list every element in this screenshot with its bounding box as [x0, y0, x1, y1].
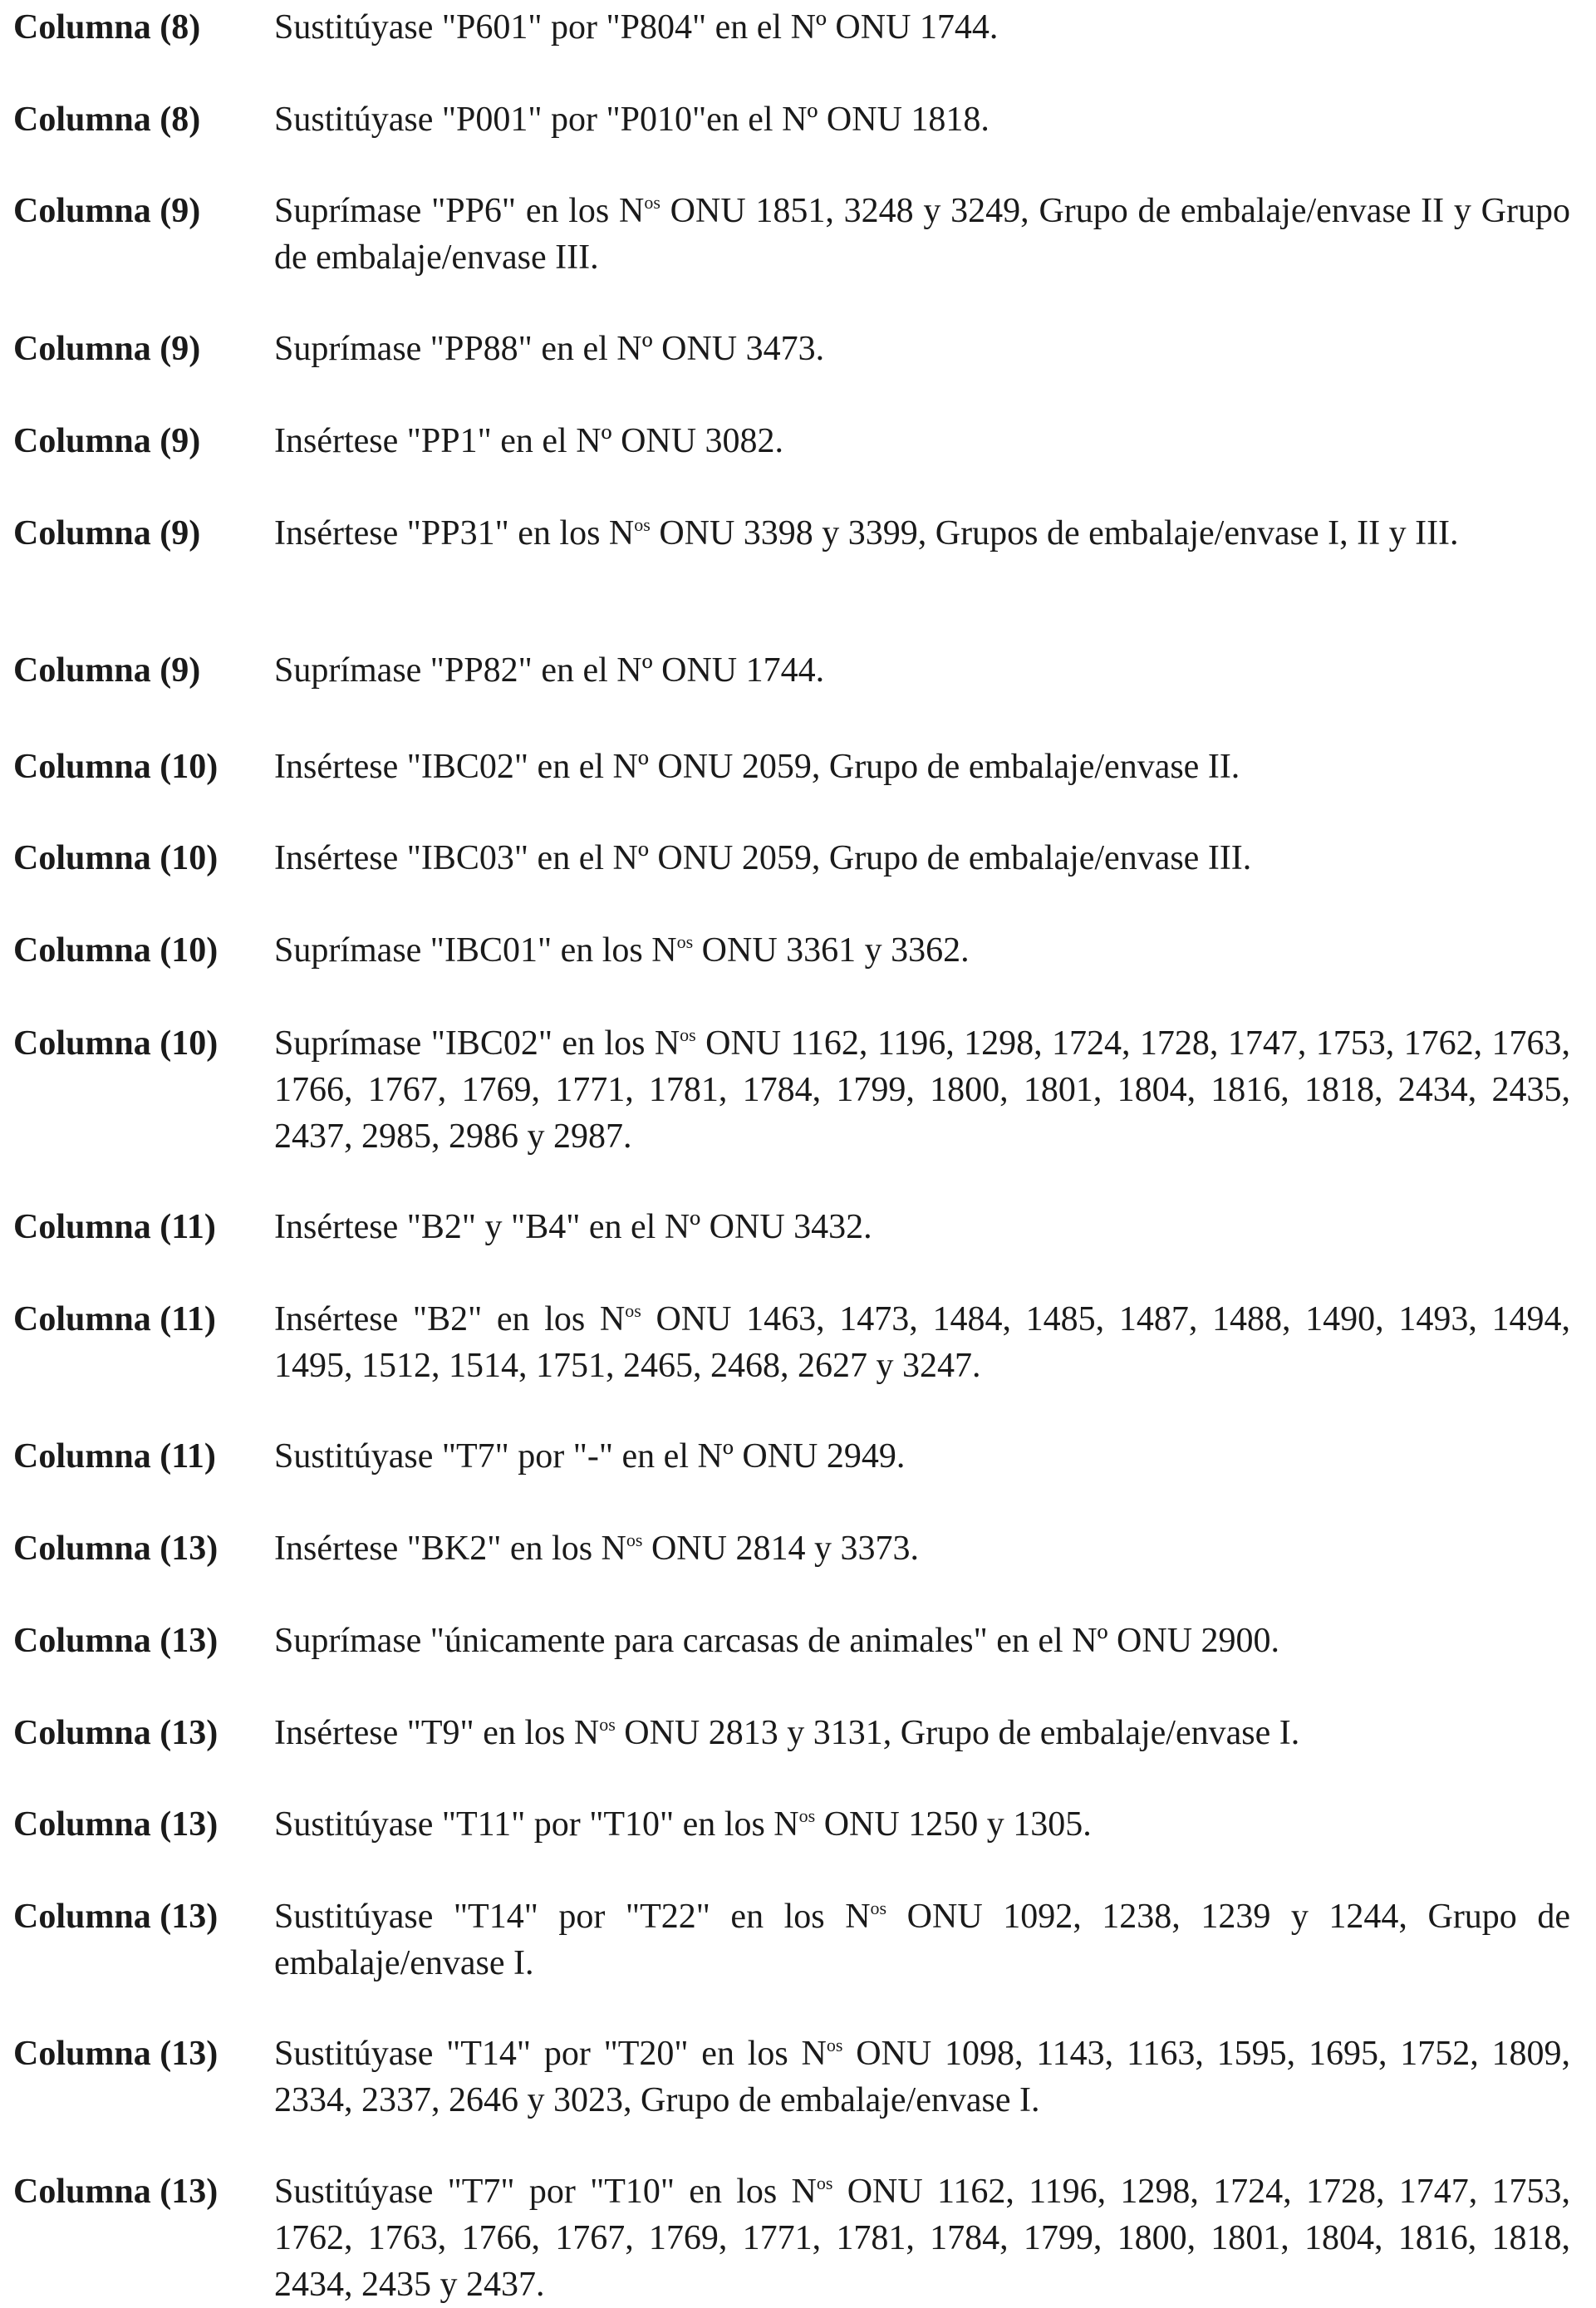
column-label: Columna (8) [13, 8, 201, 47]
amendment-text: Insértese "B2" en los $N^{os}$ ONU 1463, 1473, 1484, 1485, 1487, 1488, 1490, 1493, 1494, 1495, 1512, 1514, 1751, 2465, 2468, 2627 y 3247. [274, 1300, 1570, 1385]
column-label: Columna (9) [13, 651, 201, 690]
column-label: Columna (13) [13, 1530, 219, 1568]
column-label: Columna (10) [13, 839, 219, 877]
column-label: Columna (13) [13, 2035, 219, 2073]
amendment-text: Sustitúyase "T7" por "T10" en los $N^{os}$ ONU 1162, 1196, 1298, 1724, 1728, 1747, 1753, 1762, 1763, 1766, 1767, 1769, 1771, 1781, 1784, 1799, 1800, 1801, 1804, 1816, 1818, 2434, 2435 y 2437. [274, 2173, 1570, 2304]
column-label: Columna (13) [13, 1622, 219, 1660]
column-label: Columna (9) [13, 514, 201, 552]
amendment-text: Sustitúyase "T7" por "-" en el Nº ONU 2949. [274, 1437, 906, 1476]
column-label: Columna (11) [13, 1437, 216, 1476]
amendment-text: Sustitúyase "P601" por "P804" en el Nº ONU 1744. [274, 8, 999, 47]
column-label: Columna (10) [13, 1024, 219, 1063]
column-label: Columna (9) [13, 330, 201, 368]
amendment-text: Suprímase "PP82" en el Nº ONU 1744. [274, 651, 825, 690]
amendment-text: Sustitúyase "T11" por "T10" en los $N^{os}$ ONU 1250 y 1305. [274, 1805, 1092, 1844]
amendment-text: Suprímase "IBC01" en los $N^{os}$ ONU 3361 y 3362. [274, 931, 970, 970]
column-label: Columna (13) [13, 1714, 219, 1752]
amendment-text: Insértese "PP1" en el Nº ONU 3082. [274, 422, 784, 460]
column-label: Columna (9) [13, 192, 201, 230]
amendment-text: Sustitúyase "T14" por "T22" en los $N^{os}$ ONU 1092, 1238, 1239 y 1244, Grupo de embalaje/envase I. [274, 1898, 1571, 1982]
column-label: Columna (8) [13, 101, 201, 139]
column-label: Columna (13) [13, 1805, 219, 1844]
amendment-text: Insértese "B2" y "B4" en el Nº ONU 3432. [274, 1208, 872, 1246]
amendment-text: Insértese "BK2" en los $N^{os}$ ONU 2814 y 3373. [274, 1530, 919, 1568]
amendment-text: Insértese "IBC02" en el Nº ONU 2059, Grupo de embalaje/envase II. [274, 748, 1240, 786]
amendment-text: Sustitúyase "T14" por "T20" en los $N^{os}$ ONU 1098, 1143, 1163, 1595, 1695, 1752, 1809, 2334, 2337, 2646 y 3023, Grupo de embalaje/envase I. [274, 2035, 1570, 2119]
amendment-text: Sustitúyase "P001" por "P010"en el Nº ONU 1818. [274, 101, 990, 139]
amendment-text: Insértese "IBC03" en el Nº ONU 2059, Grupo de embalaje/envase III. [274, 839, 1252, 877]
amendment-text: Suprímase "IBC02" en los $N^{os}$ ONU 1162, 1196, 1298, 1724, 1728, 1747, 1753, 1762, 1763, 1766, 1767, 1769, 1771, 1781, 1784, 1799, 1800, 1801, 1804, 1816, 1818, 2434, 2435, 2437, 2985, 2986 y 2987. [274, 1024, 1570, 1156]
amendment-text: Suprímase "PP88" en el Nº ONU 3473. [274, 330, 825, 368]
column-label: Columna (9) [13, 422, 201, 460]
amendment-text: Suprímase "únicamente para carcasas de animales" en el Nº ONU 2900. [274, 1622, 1280, 1660]
column-label: Columna (13) [13, 1898, 219, 1936]
column-label: Columna (10) [13, 931, 219, 970]
column-label: Columna (10) [13, 748, 219, 786]
column-label: Columna (13) [13, 2173, 219, 2211]
column-label: Columna (11) [13, 1300, 216, 1338]
amendment-text: Insértese "T9" en los $N^{os}$ ONU 2813 y 3131, Grupo de embalaje/envase I. [274, 1714, 1300, 1752]
amendment-text: Suprímase "PP6" en los $N^{os}$ ONU 1851, 3248 y 3249, Grupo de embalaje/envase II y Grupo de embalaje/envase III. [274, 192, 1570, 277]
column-label: Columna (11) [13, 1208, 216, 1246]
amendment-text: Insértese "PP31" en los $N^{os}$ ONU 3398 y 3399, Grupos de embalaje/envase I, II y III. [274, 514, 1459, 552]
